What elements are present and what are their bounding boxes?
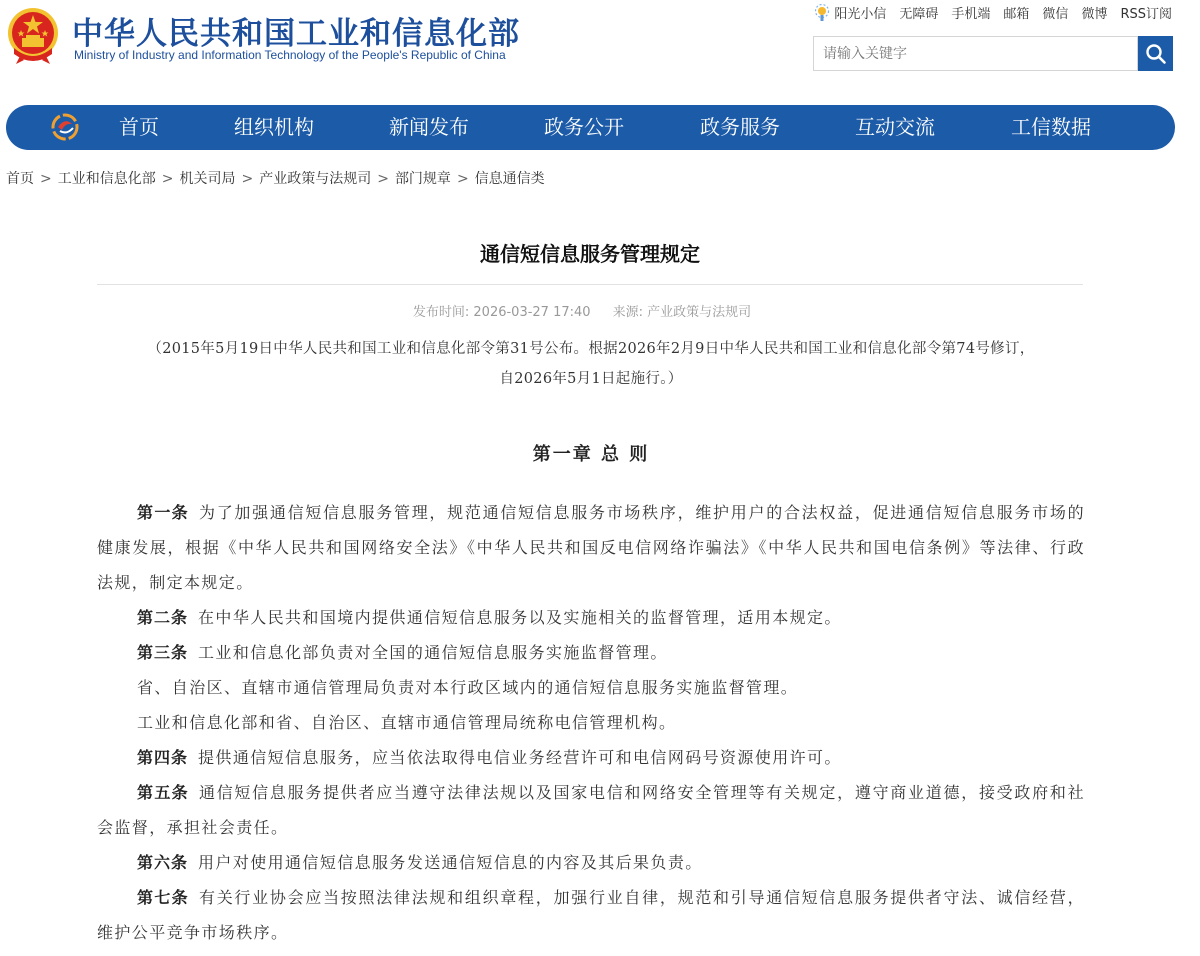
article-number: 第六条 [137, 853, 189, 872]
article-number: 第五条 [137, 783, 189, 802]
chapter-heading: 第一章 总 则 [532, 444, 650, 465]
top-link-rss[interactable]: RSS订阅 [1120, 7, 1172, 22]
nav-item-news[interactable]: 新闻发布 [389, 115, 469, 139]
source-label: 来源: [612, 305, 643, 320]
breadcrumb-separator: > [241, 171, 254, 187]
article-paragraph [97, 600, 1085, 635]
nav-item-home[interactable]: 首页 [119, 115, 159, 139]
article-number: 第一条 [137, 503, 189, 522]
top-link-wechat[interactable]: 微信 [1042, 7, 1069, 22]
top-link-mobile[interactable]: 手机端 [951, 7, 991, 22]
breadcrumb-link[interactable]: 部门规章 [394, 171, 451, 187]
article-text: 在中华人民共和国境内提供通信短信息服务以及实施相关的监督管理，适用本规定。 [198, 608, 842, 627]
promulgation-note [97, 334, 1085, 394]
search-input[interactable] [813, 36, 1138, 71]
article-text: 通信短信息服务提供者应当遵守法律法规以及国家电信和网络安全管理等有关规定，遵守商业道德，接受政府和社会监督，承担社会责任。 [97, 783, 1085, 837]
article-paragraph [97, 845, 1085, 880]
article-paragraph [97, 880, 1085, 950]
breadcrumb-separator: > [161, 171, 174, 187]
top-links [814, 3, 1172, 22]
site-title[interactable]: 中华人民共和国工业和信息化部 [72, 16, 520, 52]
article-body [97, 334, 1085, 950]
search-button[interactable] [1138, 36, 1173, 71]
article-paragraph [97, 775, 1085, 845]
nav-item-data[interactable]: 工信数据 [1011, 115, 1091, 139]
article-text: 工业和信息化部负责对全国的通信短信息服务实施监督管理。 [198, 643, 668, 662]
breadcrumb-separator: > [377, 171, 389, 187]
article-text: 为了加强通信短信息服务管理，规范通信短信息服务市场秩序，维护用户的合法权益，促进通信短信息服务市场的健康发展，根据《中华人民共和国网络安全法》《中华人民共和国反电信网络诈骗法》《中华人民共和国电信条例》等法律、行政法规，制定本规定。 [97, 503, 1085, 592]
article-text: 有关行业协会应当按照法律法规和组织章程，加强行业自律，规范和引导通信短信息服务提供者守法、诚信经营，维护公平竞争市场秩序。 [97, 888, 1085, 942]
breadcrumb-link[interactable]: 信息通信类 [474, 171, 545, 187]
breadcrumb-link[interactable]: 机关司局 [179, 171, 236, 187]
article-number: 第三条 [137, 643, 189, 662]
publish-time: 2026-03-27 17:40 [473, 305, 591, 320]
article-text: 提供通信短信息服务，应当依法取得电信业务经营许可和电信网码号资源使用许可。 [198, 748, 842, 767]
top-link-accessibility[interactable]: 无障碍 [899, 7, 939, 22]
article-paragraph [97, 495, 1085, 600]
breadcrumb-link[interactable]: 工业和信息化部 [57, 171, 156, 187]
breadcrumb-link[interactable]: 首页 [6, 171, 34, 187]
article-text: 省、自治区、直辖市通信管理局负责对本行政区域内的通信短信息服务实施监督管理。 [137, 678, 799, 697]
nav-item-services[interactable]: 政务服务 [700, 115, 780, 139]
top-link-weibo[interactable]: 微博 [1081, 7, 1108, 22]
top-link-sunshine[interactable]: 阳光小信 [834, 7, 887, 22]
breadcrumb [6, 168, 545, 188]
article-paragraph [97, 705, 1085, 740]
top-link-mail[interactable]: 邮箱 [1003, 7, 1030, 22]
article-number: 第四条 [137, 748, 189, 767]
miit-logo-icon[interactable] [50, 112, 80, 142]
breadcrumb-link[interactable]: 产业政策与法规司 [259, 171, 372, 187]
site-header [0, 0, 1200, 100]
article-paragraph [97, 670, 1085, 705]
article-text: 工业和信息化部和省、自治区、直辖市通信管理局统称电信管理机构。 [137, 713, 677, 732]
nav-item-government-affairs[interactable]: 政务公开 [544, 115, 624, 139]
search-icon [1145, 43, 1167, 65]
article-title: 通信短信息服务管理规定 [480, 242, 700, 266]
publish-label: 发布时间: [412, 305, 470, 320]
article-paragraph [97, 740, 1085, 775]
article-meta [0, 301, 1164, 320]
article-number: 第二条 [137, 608, 189, 627]
article-text: 用户对使用通信短信息服务发送通信短信息的内容及其后果负责。 [198, 853, 703, 872]
note-line: 自2026年5月1日起施行。） [499, 371, 683, 387]
national-emblem-icon[interactable] [6, 6, 60, 66]
nav-item-organization[interactable]: 组织机构 [234, 115, 314, 139]
breadcrumb-separator: > [40, 171, 52, 187]
article-paragraph [97, 635, 1085, 670]
sunshine-icon[interactable] [814, 4, 830, 22]
note-line: （2015年5月19日中华人民共和国工业和信息化部令第31号公布。根据2026年2月9日中华人民共和国工业和信息化部令第74号修订， [147, 341, 1035, 357]
nav-item-interaction[interactable]: 互动交流 [855, 115, 935, 139]
title-divider [97, 284, 1083, 285]
site-subtitle[interactable]: Ministry of Industry and Information Technology of the People's Republic of China [74, 48, 506, 62]
article-number: 第七条 [137, 888, 189, 907]
main-nav [6, 105, 1175, 150]
breadcrumb-separator: > [456, 171, 469, 187]
source-value: 产业政策与法规司 [647, 305, 752, 320]
